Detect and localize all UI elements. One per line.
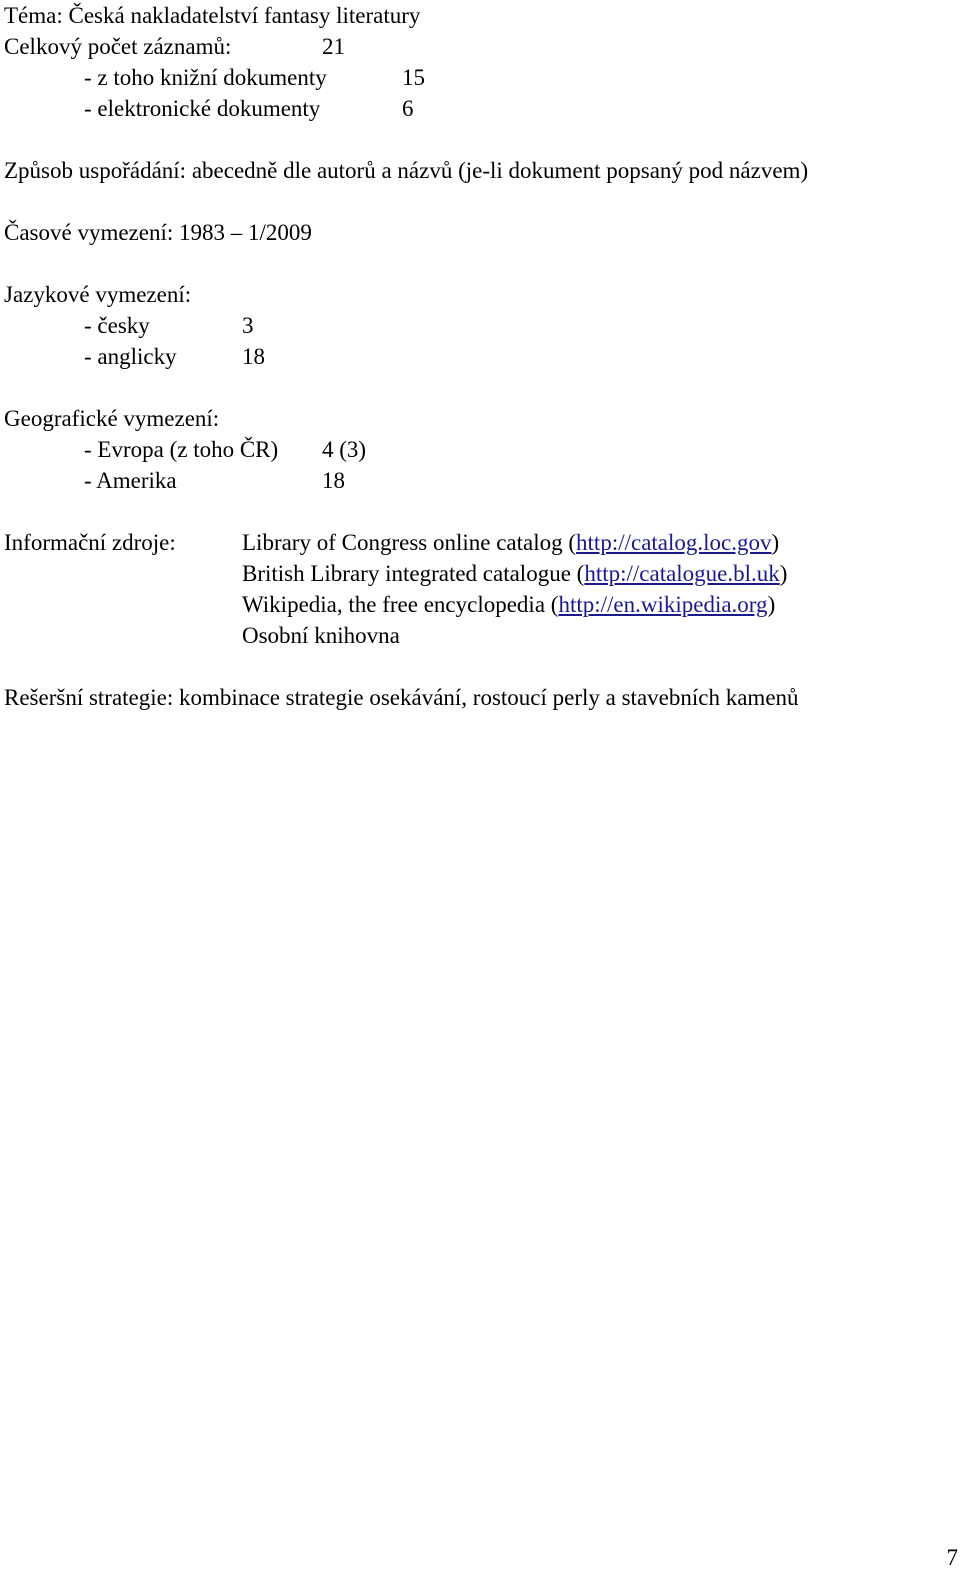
electronic-documents-value: 6 [402,96,414,121]
source-item [242,622,400,650]
language-english-value: 18 [242,344,265,369]
source-link[interactable]: http://catalogue.bl.uk [584,561,780,586]
language-english-label: - anglicky [84,344,177,369]
source-text: Library of Congress online catalog ( [242,530,577,555]
source-suffix: ) [779,561,788,586]
source-suffix: ) [767,592,776,617]
source-item [242,591,775,619]
time-range-line [4,219,312,247]
source-item [242,560,787,588]
arrangement-line [4,157,808,185]
language-czech-value: 3 [242,313,254,338]
source-suffix: ) [771,530,780,555]
book-documents-label: - z toho knižní dokumenty [84,65,327,90]
topic-value: Česká nakladatelství fantasy literatury [68,3,421,28]
search-strategy-label: Rešeršní strategie: [4,685,174,710]
topic-line [4,2,420,30]
book-documents-value: 15 [402,65,425,90]
language-label: Jazykové vymezení: [4,282,192,307]
source-text: British Library integrated catalogue ( [242,561,585,586]
source-link[interactable]: http://en.wikipedia.org [558,592,768,617]
sources-label: Informační zdroje: [4,530,176,555]
geography-america-value: 18 [322,468,345,493]
electronic-documents-label: - elektronické dokumenty [84,96,321,121]
geography-europe-label: - Evropa (z toho ČR) [84,437,279,462]
topic-label: Téma: [4,3,63,28]
source-item [242,529,779,557]
source-text: Osobní knihovna [242,623,400,648]
source-link[interactable]: http://catalog.loc.gov [576,530,772,555]
total-records-value: 21 [322,34,345,59]
search-strategy-value: kombinace strategie osekávání, rostoucí perly a stavebních kamenů [179,685,799,710]
source-text: Wikipedia, the free encyclopedia ( [242,592,559,617]
total-records-label: Celkový počet záznamů: [4,34,232,59]
geography-europe-value: 4 (3) [322,437,367,462]
search-strategy-line [4,684,799,712]
time-range-label: Časové vymezení: [4,220,174,245]
language-czech-label: - česky [84,313,150,338]
page-number: 7 [946,1545,958,1570]
geography-label: Geografické vymezení: [4,406,220,431]
time-range-value: 1983 – 1/2009 [179,220,312,245]
arrangement-value: abecedně dle autorů a názvů (je-li dokument popsaný pod názvem) [191,158,809,183]
arrangement-label: Způsob uspořádání: [4,158,187,183]
geography-america-label: - Amerika [84,468,177,493]
